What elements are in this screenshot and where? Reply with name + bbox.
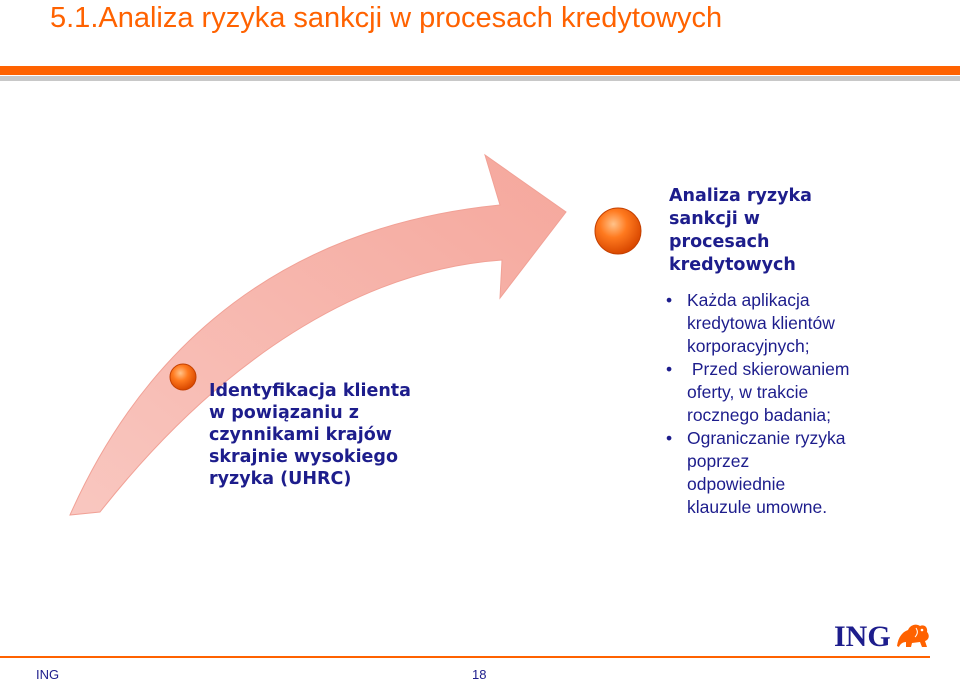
bullet-item [666, 358, 956, 427]
left-step-line: skrajnie wysokiego [209, 447, 398, 467]
bullet-line: Przed skierowaniem [687, 359, 850, 379]
bullet-glyph: • [666, 359, 673, 379]
bullet-glyph: • [666, 290, 673, 310]
logo-text: ING [834, 620, 891, 653]
lion-icon [894, 620, 932, 650]
left-step-line: ryzyka (UHRC) [209, 469, 352, 489]
bullet-line: kredytowa klientów [687, 313, 835, 333]
left-step-line: w powiązaniu z [209, 403, 359, 423]
page-number: 18 [472, 667, 487, 682]
right-title-line: sankcji w [669, 209, 760, 229]
bullet-line: Każda aplikacja [687, 290, 810, 310]
right-step-orb [595, 208, 641, 254]
bullet-line: oferty, w trakcie [687, 382, 809, 402]
bullet-line: poprzez [687, 451, 750, 471]
ing-logo [834, 620, 934, 654]
bullet-glyph: • [666, 428, 673, 448]
right-title-line: procesach [669, 232, 770, 252]
bullet-item [666, 289, 956, 358]
left-step-line: Identyfikacja klienta [209, 381, 411, 401]
right-title-line: Analiza ryzyka [669, 186, 812, 206]
footer-divider [0, 656, 930, 658]
bullet-line: klauzule umowne. [687, 497, 828, 517]
bullet-item [666, 427, 956, 519]
slide-title: 5.1.Analiza ryzyka sankcji w procesach kredytowych [50, 2, 723, 34]
bullet-line: odpowiednie [687, 474, 786, 494]
right-bullet-list [666, 289, 956, 519]
footer-brand: ING [36, 667, 60, 682]
right-title-line: kredytowych [669, 255, 796, 275]
bullet-line: Ograniczanie ryzyka [687, 428, 846, 448]
bullet-line: korporacyjnych; [687, 336, 810, 356]
left-step-orb [170, 364, 196, 390]
right-step-title [669, 185, 889, 277]
left-step-line: czynnikami krajów [209, 425, 392, 445]
bullet-line: rocznego badania; [687, 405, 831, 425]
left-step-text [209, 380, 449, 490]
